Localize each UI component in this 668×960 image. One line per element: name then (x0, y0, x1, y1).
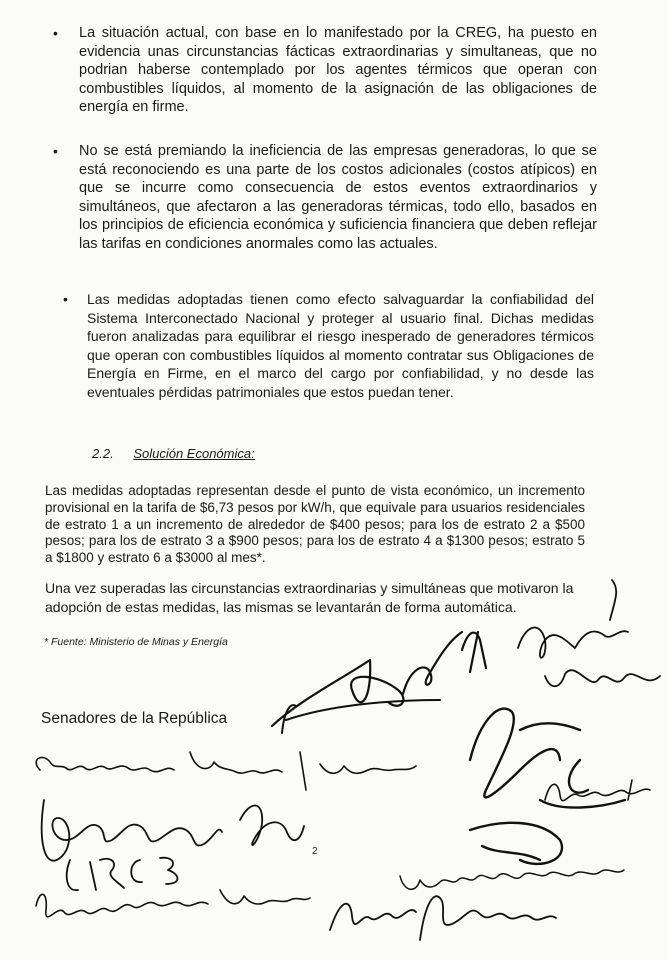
signature-flourish-2 (282, 700, 440, 733)
signature-loop-right (470, 709, 625, 864)
bullet-dot: • (53, 143, 58, 159)
signature-yamina (400, 870, 624, 889)
bullet-item (53, 24, 597, 117)
signature-nora (36, 890, 310, 917)
bullet-dot: • (63, 291, 68, 307)
signature-initials (67, 858, 178, 890)
section-title: Solución Económica: (133, 446, 255, 461)
section-number: 2.2. (92, 446, 114, 461)
economic-paragraph: Las medidas adoptadas representan desde el punto de vista económico, un incremento provisional en la tarifa de $6,73 pesos por kW/h, que equivale para usuarios residenciales de estrato 1 a un incremento de alrededor de $400 pesos; para los de estrato 2 a $500 pesos; para los de estrato 3 a $900 pesos; para los de estrato 4 a $1300 pesos; estrato 5 a $1800 y estrato 6 a $3000 al mes*. (45, 483, 585, 566)
bullet-text: Las medidas adoptadas tienen como efecto salvaguardar la confiabilidad del Sistema Interconectado Nacional y proteger al usuario final. Dichas medidas fueron analizadas para equilibrar el riesgo inesperado de generadores térmicos que operan con combustibles líquidos al momento contratar sus Obligaciones de Energía en Firme, en el marco del cargo por confiabilidad, y no desde las eventuales pérdidas patrimoniales que estos puedan tener. (87, 291, 594, 400)
closing-paragraph: Una vez superadas las circunstancias extraordinarias y simultáneas que motivaron la adopción de estas medidas, las mismas se levantarán de forma automática. (45, 580, 574, 615)
page-number: 2 (312, 846, 318, 857)
signature-jorge (42, 800, 304, 861)
bullet-item (63, 290, 594, 402)
signature-manuel (330, 896, 556, 940)
signature-flourish-1 (272, 632, 486, 726)
bullet-text: La situación actual, con base en lo manifestado por la CREG, ha puesto en evidencia unas circunstancias fácticas extraordinarias y simultaneas, que no podrian haberse contemplado por los agentes térmicos que operan con combustibles líquidos, al momento de la asignación de las obligaciones de energía en firme. (79, 25, 597, 116)
bullet-item (53, 142, 597, 254)
signature-hernan (545, 780, 650, 801)
bullet-text: No se está premiando la ineficiencia de las empresas generadoras, lo que se está reconociendo es una parte de los costos adicionales (costos atípicos) en que se incurre como consecuencia de estos eventos extraordinarios y simultáneos, que afectaron a las generadoras térmicas, todo ello, basados en los principios de eficiencia económica y suficiencia financiera que deben reflejar las tarifas en condiciones anormales como las actuales. (79, 143, 597, 252)
section-heading (92, 446, 255, 461)
signatures-heading: Senadores de la República (41, 710, 228, 727)
footnote: * Fuente: Ministerio de Minas y Energía (44, 636, 228, 648)
bullet-dot: • (53, 25, 58, 41)
signature-eduardo (36, 752, 416, 790)
